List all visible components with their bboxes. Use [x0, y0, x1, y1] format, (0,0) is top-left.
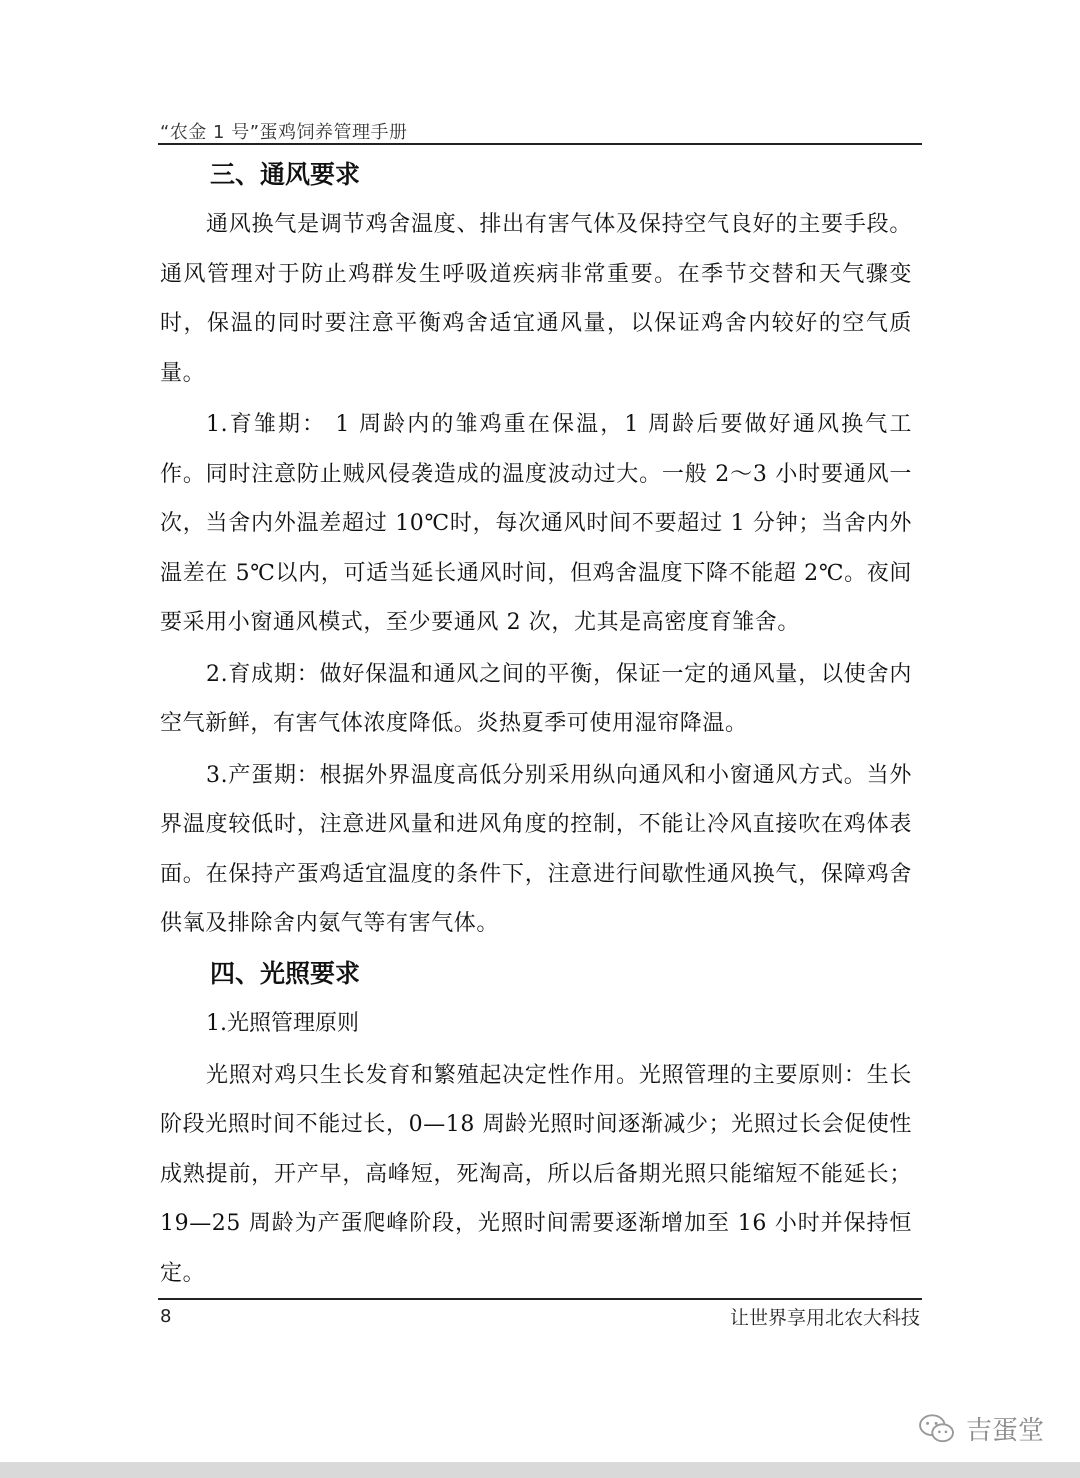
watermark: [918, 1410, 1044, 1447]
lighting-principles: 光照对鸡只生长发育和繁殖起决定性作用。光照管理的主要原则：生长阶段光照时间不能过长，0—18 周龄光照时间逐渐减少；光照过长会促使性成熟提前，开产早，高峰短，死淘高，所以后备期光照只能缩短不能延长；19—25 周龄为产蛋爬峰阶段，光照时间需要逐渐增加至 16 小时并保持恒定。: [160, 1062, 912, 1286]
ventilation-brooding: 1.育雏期： 1 周龄内的雏鸡重在保温，1 周龄后要做好通风换气工作。同时注意防止贼风侵袭造成的温度波动过大。一般 2～3 小时要通风一次，当舍内外温差超过 10℃时，每次通风时间不要超过 1 分钟；当舍内外温差在 5℃以内，可适当延长通风时间，但鸡舍温度下降不能超 2℃。夜间要采用小窗通风模式，至少要通风 2 次，尤其是高密度育雏舍。: [160, 412, 912, 635]
running-header: “农金 1 号”蛋鸡饲养管理手册: [160, 122, 408, 143]
ventilation-laying: 3.产蛋期：根据外界温度高低分别采用纵向通风和小窗通风方式。当外界温度较低时，注意进风量和进风角度的控制，不能让冷风直接吹在鸡体表面。在保持产蛋鸡适宜温度的条件下，注意进行间歇性通风换气，保障鸡舍供氧及排除舍内氨气等有害气体。: [160, 762, 912, 936]
page-content: [160, 150, 912, 1298]
page-number: 8: [160, 1306, 172, 1327]
ventilation-intro: 通风换气是调节鸡舍温度、排出有害气体及保持空气良好的主要手段。通风管理对于防止鸡群发生呼吸道疾病非常重要。在季节交替和天气骤变时，保温的同时要注意平衡鸡舍适宜通风量，以保证鸡舍内较好的空气质量。: [160, 212, 912, 386]
ventilation-growing: 2.育成期：做好保温和通风之间的平衡，保证一定的通风量，以使舍内空气新鲜，有害气体浓度降低。炎热夏季可使用湿帘降温。: [160, 661, 912, 736]
watermark-text: 吉蛋堂: [965, 1416, 1044, 1446]
section-heading-lighting: 四、光照要求: [210, 958, 361, 988]
section-heading-ventilation: 三、通风要求: [210, 160, 361, 189]
wechat-icon: [918, 1413, 956, 1445]
header-rule: [158, 143, 922, 145]
lighting-subheading: 1.光照管理原则: [206, 1010, 359, 1036]
footer-slogan: 让世界享用北农大科技: [729, 1307, 920, 1329]
bottom-bar: [0, 1462, 1080, 1478]
footer-rule: [158, 1298, 922, 1300]
